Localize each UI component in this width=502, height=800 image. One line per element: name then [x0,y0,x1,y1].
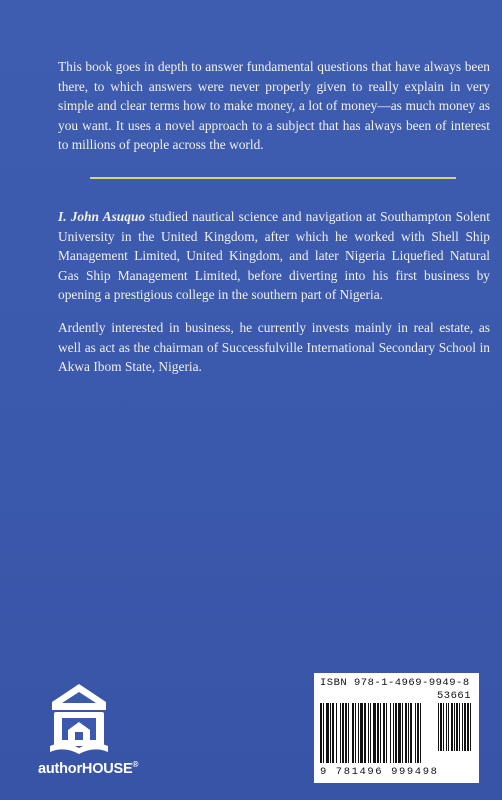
divider-rule [90,177,456,179]
author-name: I. John Asuquo [58,209,146,224]
barcode-label [314,673,479,783]
house-book-icon [48,682,110,758]
author-bio-continued: Ardently interested in business, he currently invests mainly in real estate, as well as act as the chairman of Successfulville International Secondary School in Akwa Ibom State, Nigeria. [58,320,490,375]
author-bio-text: studied nautical science and navigation at Southampton Solent University in the United Kingdom, after which he worked with Shell Ship Management Limited, United Kingdom, and later Nigeria Liquefied Natural Gas Ship Management Limited, before diverting into his first business by opening a prestigious college in the southern part of Nigeria. [58,209,490,303]
author-bio [58,207,490,305]
isbn-number: ISBN 978-1-4969-9949-8 [320,677,470,689]
barcode-bars [320,703,473,765]
publisher-name: authorHOUSE® [38,760,139,777]
publisher-logo [38,682,139,782]
book-summary: This book goes in depth to answer fundamental questions that have always been there, to which answers were never properly given to really explain in very simple and clear terms how to make money, a lot of money—as much money as you want. It uses a novel approach to a subject that has always been of interest to millions of people across the world. [58,59,490,153]
price-code: 53661 [436,690,471,702]
barcode-digits: 9 781496 999498 [320,766,439,778]
